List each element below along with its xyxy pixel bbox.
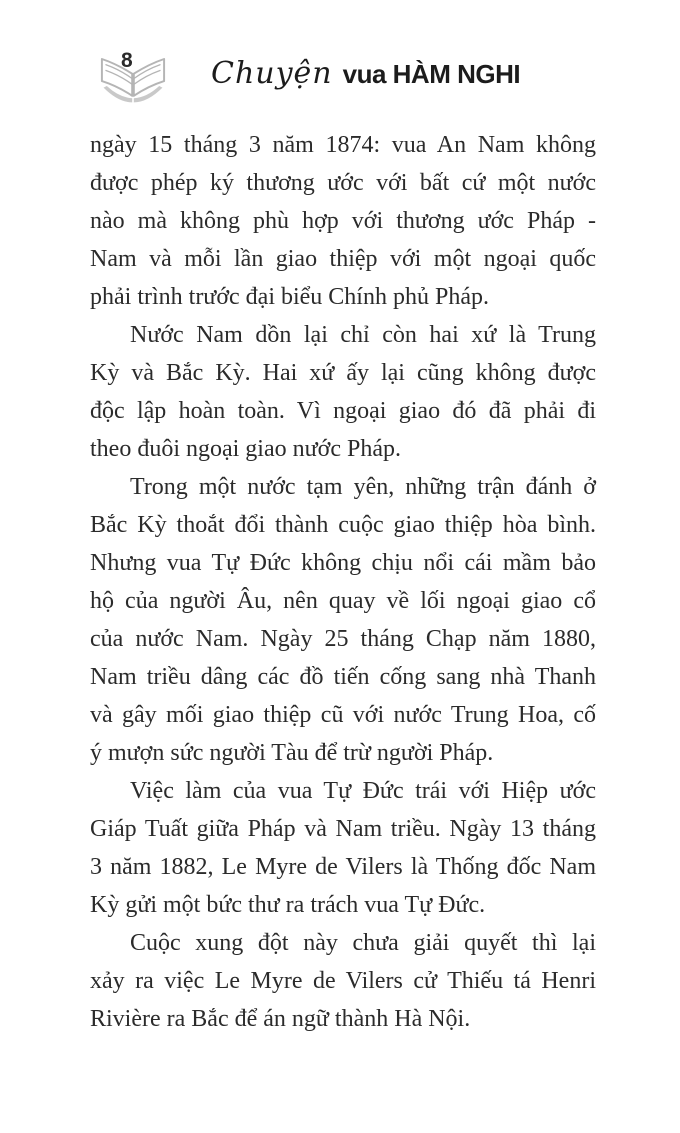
text-line: và gây mối giao thiệp cũ với nước Trung Hoa, cố <box>90 702 596 728</box>
paragraph <box>90 126 596 316</box>
text-line: Kỳ và Bắc Kỳ. Hai xứ ấy lại cũng không được <box>90 360 596 386</box>
paragraph <box>90 924 596 1038</box>
text-line: xảy ra việc Le Myre de Vilers cử Thiếu tá Henri <box>90 968 596 994</box>
text-line: phải trình trước đại biểu Chính phủ Pháp. <box>90 284 489 310</box>
text-line: Giáp Tuất giữa Pháp và Nam triều. Ngày 13 tháng <box>90 816 596 842</box>
text-line: 3 năm 1882, Le Myre de Vilers là Thống đốc Nam <box>90 854 596 880</box>
paragraph <box>90 468 596 772</box>
body-text <box>90 126 596 1038</box>
text-line: ý mượn sức người Tàu để trừ người Pháp. <box>90 740 494 766</box>
text-line: ngày 15 tháng 3 năm 1874: vua An Nam không <box>90 132 596 158</box>
running-title <box>211 56 520 91</box>
open-book-icon <box>97 48 169 106</box>
text-line: Rivière ra Bắc để án ngữ thành Hà Nội. <box>90 1006 471 1032</box>
text-line: Kỳ gửi một bức thư ra trách vua Tự Đức. <box>90 892 486 918</box>
text-line: theo đuôi ngoại giao nước Pháp. <box>90 436 401 462</box>
text-line: của nước Nam. Ngày 25 tháng Chạp năm 1880, <box>90 626 596 652</box>
text-line: Bắc Kỳ thoắt đổi thành cuộc giao thiệp hòa bình. <box>90 512 596 538</box>
text-line: Nam và mỗi lần giao thiệp với một ngoại quốc <box>90 246 596 272</box>
text-line: Việc làm của vua Tự Đức trái với Hiệp ước <box>130 778 596 804</box>
text-line: Trong một nước tạm yên, những trận đánh ở <box>130 474 596 500</box>
running-title-script: Chuyện <box>211 56 333 91</box>
text-line: Cuộc xung đột này chưa giải quyết thì lại <box>130 930 596 956</box>
text-line: được phép ký thương ước với bất cứ một nước <box>90 170 596 196</box>
text-line: Nam triều dâng các đồ tiến cống sang nhà Thanh <box>90 664 596 690</box>
page-header <box>97 48 520 108</box>
paragraph <box>90 316 596 468</box>
paragraph <box>90 772 596 924</box>
text-line: nào mà không phù hợp với thương ước Pháp - <box>90 208 596 234</box>
page-number: 8 <box>121 49 133 72</box>
text-line: Nước Nam dồn lại chỉ còn hai xứ là Trung <box>130 322 596 348</box>
text-line: độc lập hoàn toàn. Vì ngoại giao đó đã phải đi <box>90 398 596 424</box>
text-line: Nhưng vua Tự Đức không chịu nổi cái mầm bảo <box>90 550 596 576</box>
running-title-bold: vua HÀM NGHI <box>342 59 521 89</box>
page-number-ornament <box>97 48 169 106</box>
text-line: hộ của người Âu, nên quay về lối ngoại giao cổ <box>90 588 596 614</box>
